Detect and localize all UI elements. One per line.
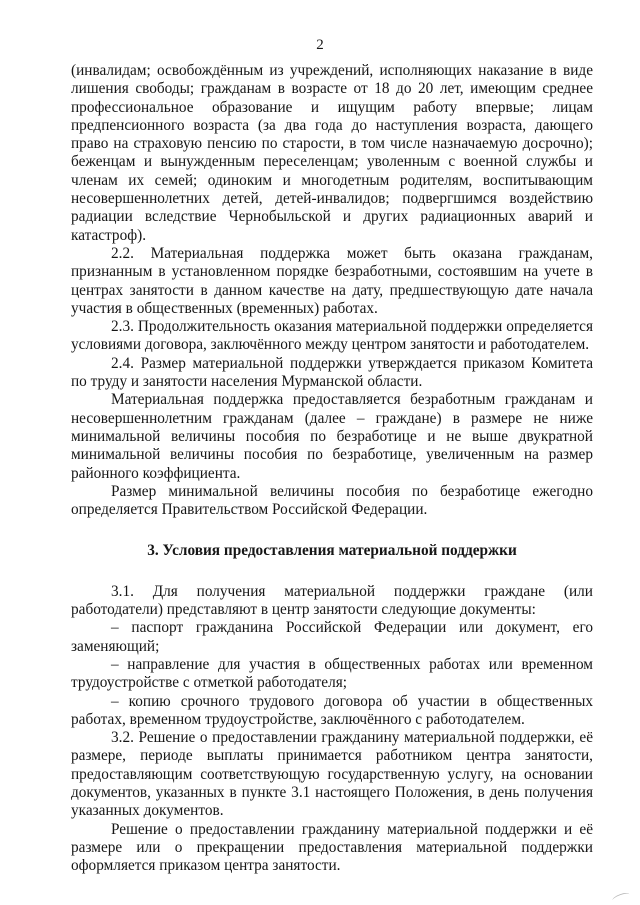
page-number: 2 [316,37,324,53]
paragraph-2-4: 2.4. Размер материальной поддержки утверждается приказом Комитета по труду и занятости населения Мурманской области. [71,354,593,391]
paragraph-2-3: 2.3. Продолжительность оказания материальной поддержки определяется условиями договора, заключённого между центром занятости и работодателем. [71,318,593,354]
paragraph-3-1: 3.1. Для получения материальной поддержки граждане (или работодатели) представляют в центр занятости следующие документы: [71,582,593,619]
paragraph-minimum-benefit: Размер минимальной величины пособия по безработице ежегодно определяется Правительством Российской Федерации. [71,482,593,519]
scan-artifact [611,891,630,904]
paragraph-3-2: 3.2. Решение о предоставлении гражданину материальной поддержки, её размере, периоде выплаты принимается работником центра занятости, предоставляющим соответствующую государственную услугу, на основании документов, указанных в пункте 3.1 настоящего Положения, в день получения указанных документов. [71,729,593,820]
list-item-passport: – паспорт гражданина Российской Федерации или документ, его заменяющий; [71,619,593,655]
paragraph-support-amount: Материальная поддержка предоставляется безработным гражданам и несовершеннолетним гражданам (далее – граждане) в размере не ниже минимальной величины пособия по безработице и не выше двукратной минимальной величины пособия по безработице, увеличенным на размер районного коэффициента. [71,391,593,482]
list-item-referral: – направление для участия в общественных работах или временном трудоустройстве с отметкой работодателя; [71,655,593,692]
paragraph-decision-order: Решение о предоставлении гражданину материальной поддержки и её размере или о прекращении предоставления материальной поддержки оформляется приказом центра занятости. [71,820,593,875]
list-item-contract-copy: – копию срочного трудового договора об участии в общественных работах, временном трудоустройстве, заключённого с работодателем. [71,692,593,728]
section-3-heading: 3. Условия предоставления материальной поддержки [147,542,517,560]
document-body [71,62,593,875]
paragraph-2-2: 2.2. Материальная поддержка может быть оказана гражданам, признанным в установленном порядке безработными, состоявшим на учете в центрах занятости в данном качестве на дату, предшествующую дате начала участия в общественных (временных) работах. [71,244,593,317]
paragraph-benefit-categories: (инвалидам; освобождённым из учреждений, исполняющих наказание в виде лишения свободы; гражданам в возрасте от 18 до 20 лет, имеющим среднее профессиональное образование и ищущим работу впервые; лицам предпенсионного возраста (за два года до наступления возраста, дающего право на страховую пенсию по старости, в том числе назначаемую досрочно); беженцам и вынужденным переселенцам; уволенным с военной службы и членам их семей; одиноким и многодетным родителям, воспитывающим несовершеннолетних детей, детей-инвалидов; подвергшимся воздействию радиации вследствие Чернобыльской и других радиационных аварий и катастроф). [71,62,593,244]
